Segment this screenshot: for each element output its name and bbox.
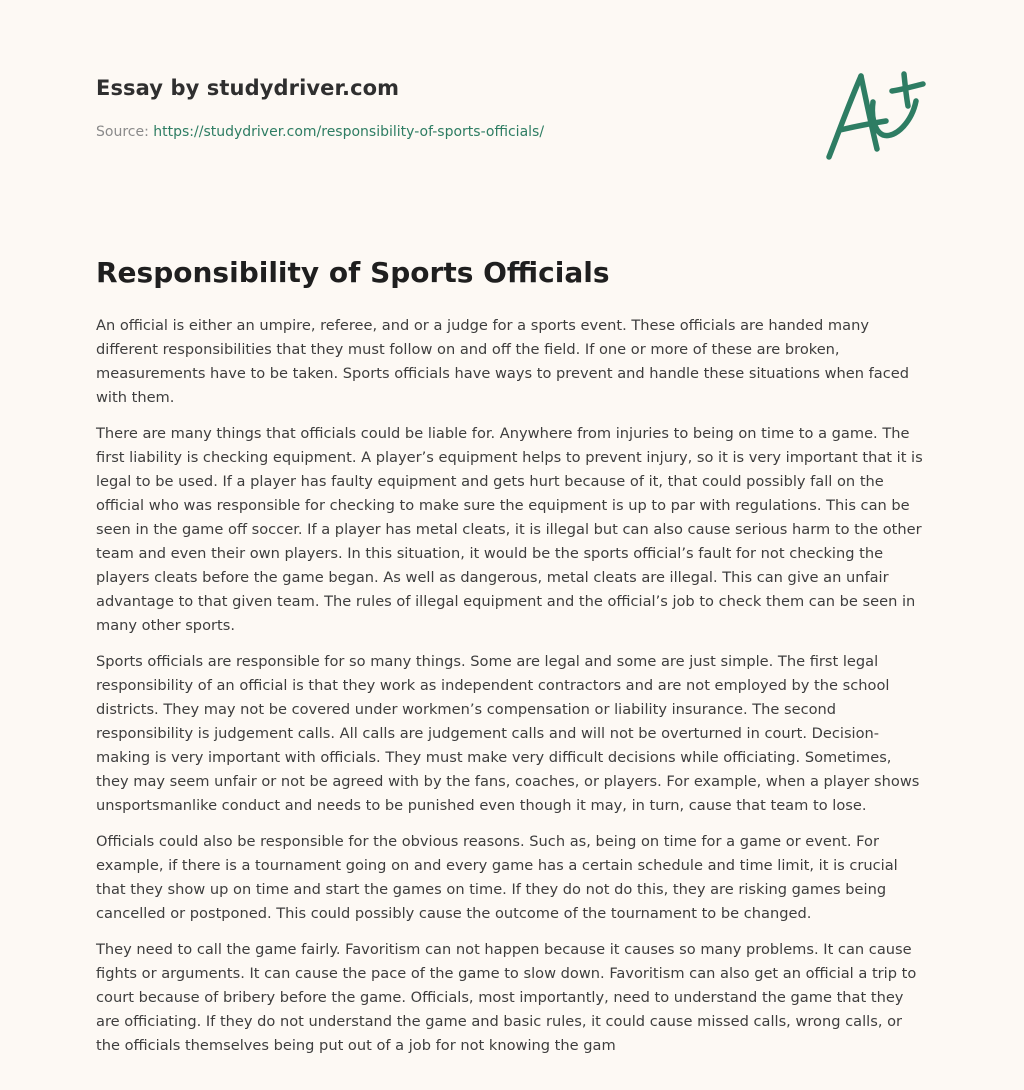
essay-paragraph: Officials could also be responsible for the obvious reasons. Such as, being on time for a game or event. For example, if there is a tournament going on and every game has a certain schedule and time limit, it is crucial that they show up on time and start the games on time. If they do not do this, they are risking games being cancelled or postponed. This could possibly cause the outcome of the tournament to be changed.	[96, 833, 898, 922]
essay-paragraph: Sports officials are responsible for so many things. Some are legal and some are just simple. The first legal responsibility of an official is that they work as independent contractors and are not employed by the school districts. They may not be covered under workmen’s compensation or liability insurance. The second responsibility is judgement calls. All calls are judgement calls and will not be overturned in court. Decision-making is very important with officials. They must make very difficult decisions while officiating. Sometimes, they may seem unfair or not be agreed with by the fans, coaches, or players. For example, when a player shows unsportsmanlike conduct and needs to be punished even though it may, in turn, cause that team to lose.	[96, 653, 920, 814]
essay-paragraph: An official is either an umpire, referee, and or a judge for a sports event. These officials are handed many different responsibilities that they must follow on and off the field. If one or more of these are broken, measurements have to be taken. Sports officials have ways to prevent and handle these situations when faced with them.	[96, 317, 910, 406]
site-header-title: Essay by studydriver.com	[96, 76, 400, 100]
essay-title: Responsibility of Sports Officials	[96, 256, 610, 289]
source-label: Source:	[96, 124, 149, 140]
a-plus-logo-icon	[820, 66, 930, 166]
essay-body	[96, 314, 928, 1070]
essay-paragraph: There are many things that officials could be liable for. Anywhere from injuries to being on time to a game. The first liability is checking equipment. A player’s equipment helps to prevent injury, so it is very important that it is legal to be used. If a player has faulty equipment and gets hurt because of it, that could possibly fall on the official who was responsible for checking to make sure the equipment is up to par with regulations. This can be seen in the game off soccer. If a player has metal cleats, it is illegal but can also cause serious harm to the other team and even their own players. In this situation, it would be the sports official’s fault for not checking the players cleats before the game began. As well as dangerous, metal cleats are illegal. This can give an unfair advantage to that given team. The rules of illegal equipment and the official’s job to check them can be seen in many other sports.	[96, 425, 923, 634]
source-link[interactable]: https://studydriver.com/responsibility-of-sports-officials/	[153, 124, 545, 140]
essay-paragraph: They need to call the game fairly. Favoritism can not happen because it causes so many problems. It can cause fights or arguments. It can cause the pace of the game to slow down. Favoritism can also get an official a trip to court because of bribery before the game. Officials, most importantly, need to understand the game that they are officiating. If they do not understand the game and basic rules, it could cause missed calls, wrong calls, or the officials themselves being put out of a job for not knowing the gam	[96, 941, 917, 1054]
source-line	[96, 124, 544, 140]
